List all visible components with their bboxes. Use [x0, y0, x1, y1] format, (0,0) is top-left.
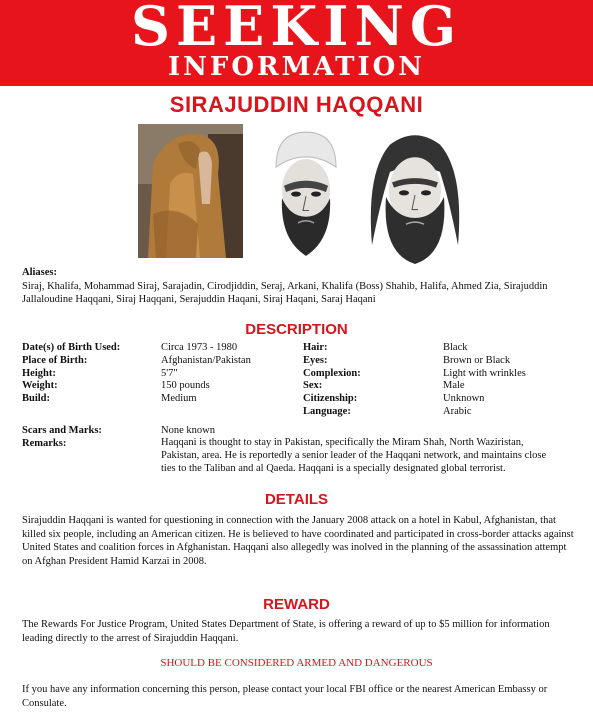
field-label: Language: [303, 405, 351, 417]
subject-photo [138, 124, 243, 258]
remarks-label: Remarks: [22, 437, 67, 449]
subject-name: SIRAJUDDIN HAQQANI [169, 92, 424, 117]
field-label: Date(s) of Birth Used: [22, 342, 121, 353]
field-value: Brown or Black [443, 354, 511, 366]
field-value: 150 pounds [161, 380, 210, 392]
field-label: Build: [22, 393, 51, 405]
description-row [22, 392, 582, 405]
field-label: Complexion: [303, 367, 361, 379]
description-row [22, 354, 582, 367]
field-label: Citizenship: [303, 393, 358, 405]
reward-heading: REWARD [263, 596, 330, 613]
field-value: Circa 1973 - 1980 [161, 342, 238, 353]
field-value: Male [443, 380, 465, 392]
field-value: Arabic [443, 405, 472, 417]
warning-text: SHOULD BE CONSIDERED ARMED AND DANGEROUS [160, 657, 433, 669]
photo-row [0, 124, 593, 264]
field-label: Height: [22, 367, 56, 379]
field-value: Unknown [443, 393, 485, 405]
scars-value: None known [161, 425, 215, 436]
field-value: 5'7" [161, 367, 178, 379]
header-banner [0, 0, 593, 86]
aliases-label: Aliases: [22, 267, 57, 278]
aliases-text: Siraj, Khalifa, Mohammad Siraj, Sarajadin, Cirodjiddin, Seraj, Arkani, Khalifa (Boss) Shahib, Halifa, Ahmed Zia, Sirajuddin Jallaloudine Haqqani, Siraj Haqqani, Serajuddin Haqani, Siraj Haqani, Saraj Haqani [22, 281, 548, 305]
contact-text: If you have any information concerning this person, please contact your local FBI office or the nearest American Embassy or Consulate. [22, 684, 548, 709]
scars-label: Scars and Marks: [22, 425, 102, 436]
field-label: Place of Birth: [22, 354, 88, 366]
details-text: Sirajuddin Haqqani is wanted for questioning in connection with the January 2008 attack on a hotel in Kabul, Afghanistan, that killed six people, including an American citizen. He is believed to have coordinated and participated in cross-border attacks against United States and coalition forces in Afghanistan. Haqqani also allegedly was inolved in the planning of the assassination attempt on Afghan President Hamid Karzai in 2008. [22, 515, 574, 567]
sketch-1 [262, 126, 350, 260]
field-value: Medium [161, 393, 197, 405]
description-row [22, 367, 582, 380]
field-value: Black [443, 342, 468, 353]
banner-title: SEEKING [131, 0, 462, 58]
details-heading: DETAILS [264, 491, 329, 508]
banner-subtitle: INFORMATION [167, 52, 426, 82]
description-row [22, 341, 582, 354]
description-table [22, 341, 582, 418]
field-value: Light with wrinkles [443, 367, 526, 379]
description-row [22, 379, 582, 392]
field-label: Sex: [303, 380, 323, 392]
field-label: Eyes: [303, 354, 328, 366]
sketch-2 [360, 130, 470, 264]
field-label: Weight: [22, 380, 58, 392]
field-value: Afghanistan/Pakistan [161, 354, 251, 366]
remarks-value: Haqqani is thought to stay in Pakistan, specifically the Miram Shah, North Waziristan, Pakistan, area. He is reportedly a senior leader of the Haqqani network, and maintains close ties to the Taliban and al Qaeda. Haqqani is a specially designated global terrorist. [161, 437, 547, 474]
scars-row [22, 424, 582, 437]
reward-text: The Rewards For Justice Program, United States Department of State, is offering a reward of up to $5 million for information leading directly to the arrest of Sirajuddin Haqqani. [22, 619, 550, 644]
description-row [22, 405, 582, 418]
description-heading: DESCRIPTION [245, 321, 348, 338]
field-label: Hair: [303, 342, 328, 353]
